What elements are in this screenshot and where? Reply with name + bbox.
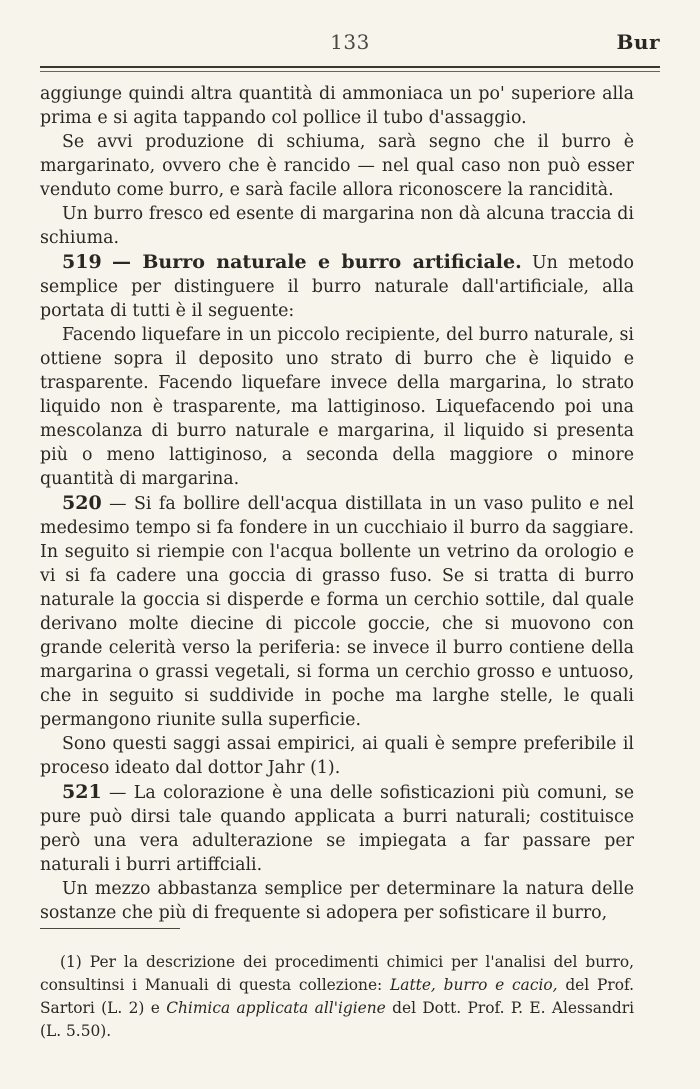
header-rule: [40, 66, 660, 68]
paragraph-mezzo: Un mezzo abbastanza semplice per determinare la natura delle sostanze che più di frequente si adopera per sofisticare il burro,: [40, 879, 634, 923]
footnote-marker: (1): [60, 953, 82, 971]
footnote-text-b: del Prof. Sartori (L. 2) e: [40, 976, 635, 1017]
paragraph-saggi: Sono questi saggi assai empirici, ai quali è sempre preferibile il proceso ideato dal dottor Jahr (1).: [40, 734, 634, 778]
section-text-521: — La colorazione è una delle sofisticazioni più comuni, se pure può dirsi tale quando applicata a burri naturali; costituisce però una vera adulterazione se impiegata a far passare per naturali i burri artiffciali.: [40, 783, 634, 875]
paragraph-burro-fresco: Un burro fresco ed esente di margarina non dà alcuna traccia di schiuma.: [40, 204, 634, 248]
section-521: [40, 780, 634, 877]
page-number: 133: [330, 30, 370, 54]
footnote-text-c: del Dott. Prof. P. E. Alessandri (L. 5.50).: [40, 999, 634, 1040]
header-rule-thin: [40, 71, 660, 72]
footnote-text-a: Per la descrizione dei procedimenti chimici per l'analisi del burro, consultinsi i Manuali di questa collezione:: [40, 953, 634, 994]
section-number-520: 520: [62, 492, 102, 514]
section-519: [40, 250, 634, 323]
section-text-520: — Si fa bollire dell'acqua distillata in un vaso pulito e nel medesimo tempo si fa fondere in un cucchiaio il burro da saggiare. In seguito si riempie con l'acqua bollente un vetrino da orologio e vi si fa cadere una goccia di grasso fuso. Se si tratta di burro naturale la goccia si disperde e forma un cerchio sottile, dal quale derivano molte diecine di piccole goccie, che si muovono con grande celerità verso la periferia: se invece il burro contiene della margarina o grassi vegetali, si forma un cerchio grosso e untuoso, che in seguito si suddivide in poche ma larghe stelle, le quali permangono riunite sulla superficie.: [40, 494, 634, 730]
section-520: [40, 491, 634, 732]
footnote-rule: [40, 928, 180, 929]
page-header: [40, 30, 660, 58]
section-text-519: Un metodo semplice per distinguere il burro naturale dall'artificiale, alla portata di tutti è il seguente:: [40, 253, 634, 321]
section-number-521: 521: [62, 781, 102, 803]
section-number-519: 519: [62, 251, 102, 273]
footnote-title-chimica: Chimica applicata all'igiene: [166, 999, 386, 1017]
footnote-title-latte: Latte, burro e cacio,: [390, 976, 558, 994]
running-head: Bur: [616, 30, 660, 54]
footnote: [40, 951, 634, 1043]
paragraph-liquefare: Facendo liquefare in un piccolo recipiente, del burro naturale, si ottiene sopra il deposito uno strato di burro che è liquido e trasparente. Facendo liquefare invece della margarina, lo strato liquido non è trasparente, ma lattiginoso. Liquefacendo poi una mescolanza di burro naturale e margarina, il liquido si presenta più o meno lattiginoso, a seconda della maggiore o minore quantità di margarina.: [40, 325, 634, 489]
paragraph-continuation: aggiunge quindi altra quantità di ammoniaca un po' superiore alla prima e si agita tappando col pollice il tubo d'assaggio.: [40, 84, 634, 128]
body-text: [40, 82, 634, 925]
paragraph-schiuma: Se avvi produzione di schiuma, sarà segno che il burro è margarinato, ovvero che è rancido — nel qual caso non può esser venduto come burro, e sarà facile allora riconoscere la rancidità.: [40, 132, 634, 200]
section-heading-519: — Burro naturale e burro artificiale.: [111, 251, 522, 273]
